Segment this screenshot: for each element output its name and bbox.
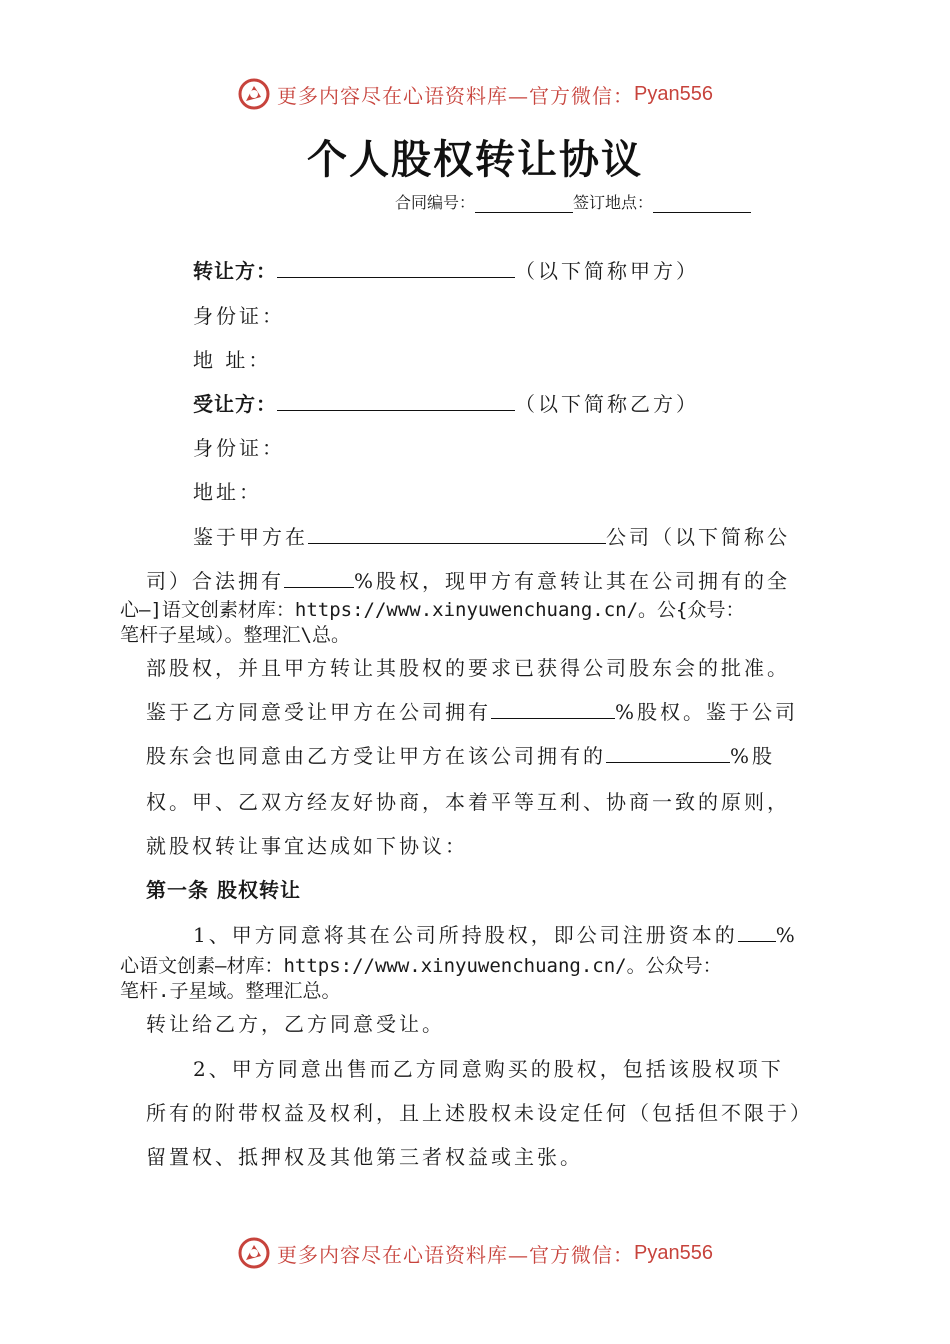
clause-2-c: 留置权、抵押权及其他第三者权益或主张。 xyxy=(146,1145,583,1169)
watermark-id: Pyan556 xyxy=(634,1241,713,1264)
watermark-footer xyxy=(0,1233,950,1273)
recital-7: 就股权转让事宜达成如下协议： xyxy=(146,834,468,858)
clause-2-b: 所有的附带权益及权利，且上述股权未设定任何（包括但不限于） xyxy=(146,1101,813,1125)
recital-4-b: %股权。鉴于公司 xyxy=(615,700,799,724)
share-blank-3[interactable] xyxy=(606,744,730,763)
recital-2-b: %股权，现甲方有意转让其在公司拥有的全 xyxy=(354,569,791,593)
transferee-label: 受让方： xyxy=(193,392,277,416)
article-1-clause-1 xyxy=(193,919,798,948)
recital-5 xyxy=(146,740,775,769)
share-blank-4[interactable] xyxy=(738,923,776,942)
share-blank-2[interactable] xyxy=(491,700,615,719)
transferee-blank[interactable] xyxy=(277,392,515,411)
recital-4 xyxy=(146,696,798,725)
transferor-label: 转让方： xyxy=(193,259,277,283)
transferor-note: （以下简称甲方） xyxy=(515,259,699,283)
logo-icon xyxy=(237,77,271,111)
contract-meta xyxy=(395,190,751,213)
clause-2-a: 2、甲方同意出售而乙方同意购买的股权，包括该股权项下 xyxy=(193,1057,784,1081)
inline-watermark-1a: 心—]语文创素材库：https://www.xinyuwenchuang.cn/。公{众号： xyxy=(120,599,745,621)
transferor-blank[interactable] xyxy=(277,259,515,278)
watermark-text: 更多内容尽在心语资料库—官方微信： xyxy=(277,1242,635,1267)
inline-watermark-2a: 心语文创素—材库：https://www.xinyuwenchuang.cn/。公众号： xyxy=(120,955,722,977)
recital-5-b: %股 xyxy=(730,744,776,768)
logo-icon xyxy=(237,1236,271,1270)
company-blank[interactable] xyxy=(308,525,606,544)
sign-place-label: 签订地点： xyxy=(573,193,654,212)
recital-1 xyxy=(193,521,790,550)
inline-watermark-1b: 笔杆子星域）。整理汇\总。 xyxy=(120,624,350,646)
transferor-id: 身份证： xyxy=(193,304,285,328)
recital-3: 部股权，并且甲方转让其股权的要求已获得公司股东会的批准。 xyxy=(146,656,790,680)
transferor-address: 地 址： xyxy=(193,348,272,372)
transferor-line xyxy=(193,255,699,284)
contract-no-label: 合同编号： xyxy=(395,193,476,212)
inline-watermark-2b: 笔杆.子星域。整理汇总。 xyxy=(120,980,341,1002)
article-1-title: 第一条 股权转让 xyxy=(146,878,301,902)
clause-1-b: % xyxy=(775,923,798,947)
recital-1-b: 公司（以下简称公 xyxy=(606,525,790,549)
recital-2 xyxy=(146,565,790,594)
transferee-line xyxy=(193,388,699,417)
contract-no-blank[interactable] xyxy=(475,196,573,213)
watermark-text: 更多内容尽在心语资料库—官方微信： xyxy=(277,83,635,108)
recital-1-a: 鉴于甲方在 xyxy=(193,525,308,549)
watermark-header xyxy=(0,74,950,114)
transferee-address: 地址： xyxy=(193,480,262,504)
recital-4-a: 鉴于乙方同意受让甲方在公司拥有 xyxy=(146,700,491,724)
clause-1-c: 转让给乙方，乙方同意受让。 xyxy=(146,1012,445,1036)
recital-6: 权。甲、乙双方经友好协商，本着平等互利、协商一致的原则， xyxy=(146,790,790,814)
transferee-note: （以下简称乙方） xyxy=(515,392,699,416)
recital-5-a: 股东会也同意由乙方受让甲方在该公司拥有的 xyxy=(146,744,606,768)
share-blank-1[interactable] xyxy=(284,569,354,588)
page-title: 个人股权转让协议 xyxy=(307,137,643,183)
watermark-id: Pyan556 xyxy=(634,82,713,105)
clause-1-a: 1、甲方同意将其在公司所持股权，即公司注册资本的 xyxy=(193,923,738,947)
transferee-id: 身份证： xyxy=(193,436,285,460)
recital-2-a: 司）合法拥有 xyxy=(146,569,284,593)
sign-place-blank[interactable] xyxy=(653,196,751,213)
